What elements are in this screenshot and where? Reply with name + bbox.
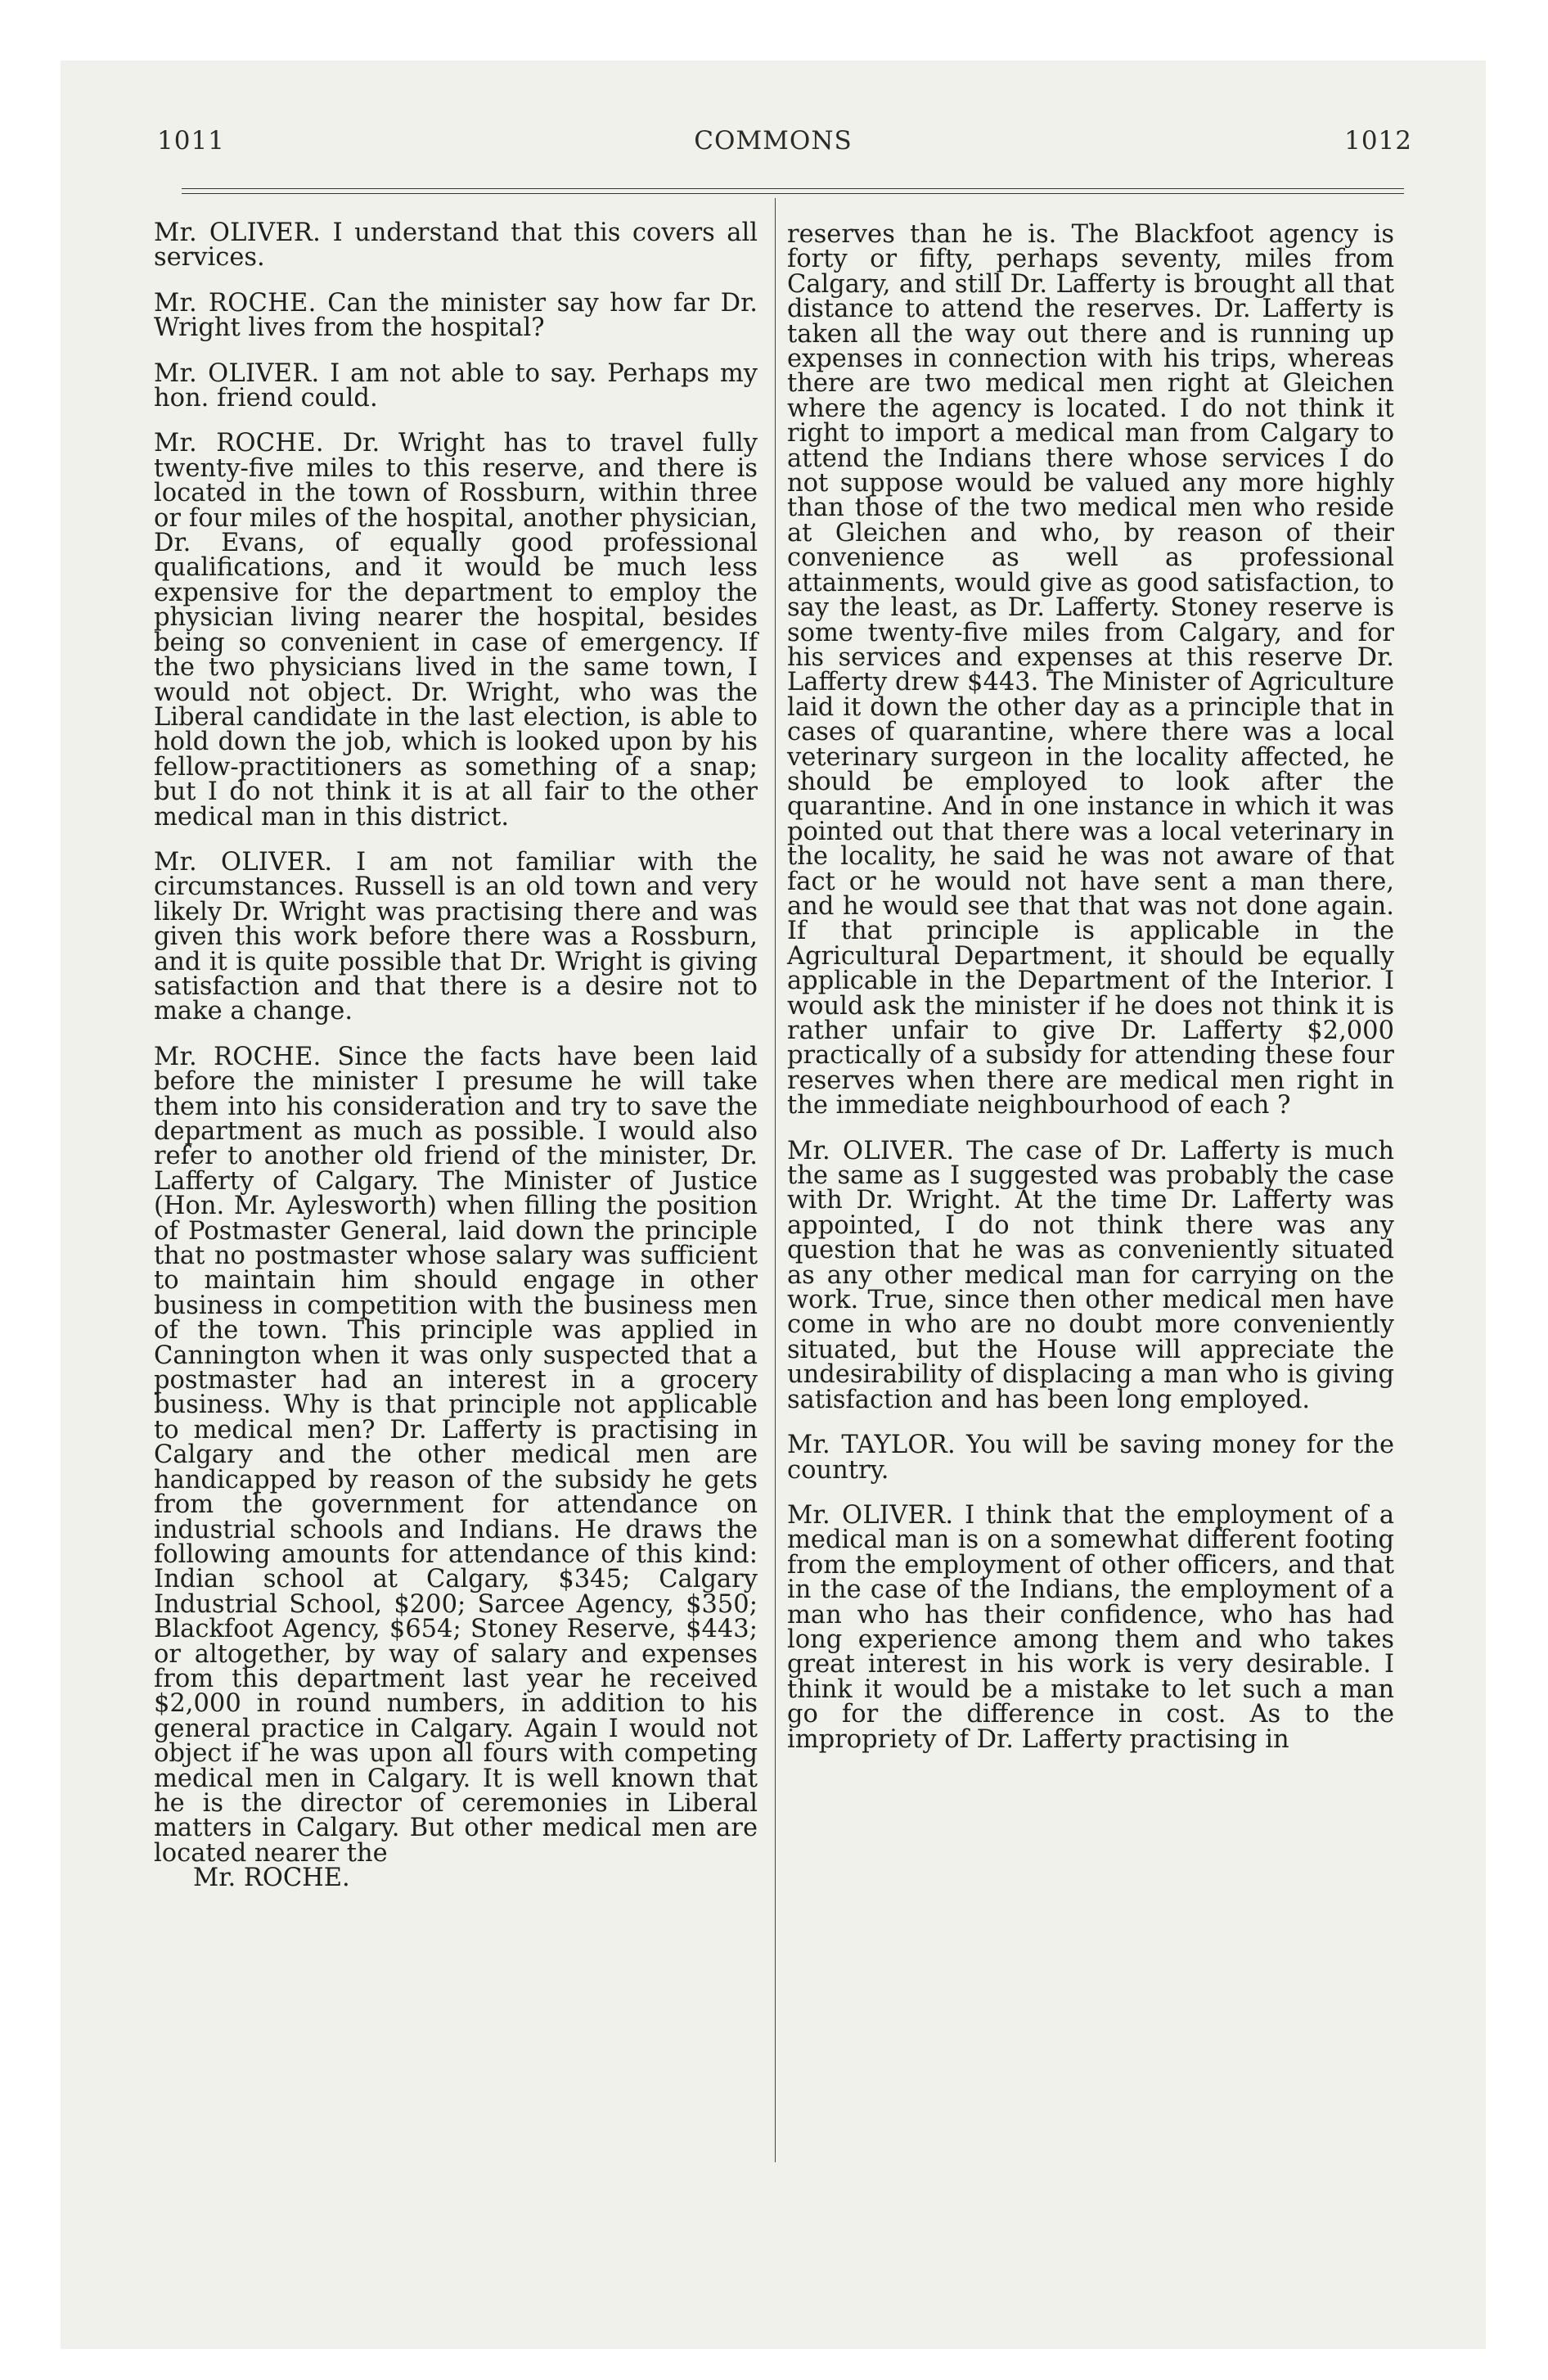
page-title: COMMONS <box>694 126 853 156</box>
header-rule-top <box>182 188 1404 189</box>
paragraph <box>787 1500 1394 1754</box>
page-number-left: 1011 <box>157 126 225 156</box>
paragraph <box>154 358 758 413</box>
left-column <box>154 221 758 1912</box>
speaker-name: Mr. ROCHE. <box>154 288 317 318</box>
speaker-name: Mr. OLIVER. <box>154 358 320 388</box>
paragraph <box>787 1136 1395 1414</box>
paragraph-text: I am not able to say. Perhaps my hon. friend could. <box>154 358 758 413</box>
paragraph <box>787 220 1394 1120</box>
paragraph-text: Dr. Wright has to travel fully twenty-five miles to this reserve, and there is located in the town of Rossburn, within three or four miles of the hospital, another physician, Dr. Evans, of equally good professional qualifications, and it would be much less expensive for the department to employ the physician living nearer the hospital, besides being so convenient in case of emergency. If the two physicians lived in the same town, I would not object. Dr. Wright, who was the Liberal candidate in the last election, is able to hold down the job, which is looked upon by his fellow-practitioners as something of a snap; but I do not think it is at all fair to the other medical man in this district. <box>154 429 758 832</box>
paragraph-text: reserves than he is. The Blackfoot agency is forty or fifty, perhaps seventy, miles from Calgary, and still Dr. Lafferty is brought all that distance to attend the reserves. Dr. Lafferty is taken all the way out there and is running up expenses in connection with his trips, whereas there are two medical men right at Gleichen where the agency is located. I do not think it right to import a medical man from Calgary to attend the Indians there whose services I do not suppose would be valued any more highly than those of the two medical men who reside at Gleichen and who, by reason of their convenience as well as professional attainments, would give as good satisfaction, to say the least, as Dr. Lafferty. Stoney reserve is some twenty-five miles from Calgary, and for his services and expenses at this reserve Dr. Lafferty drew $443. The Minister of Agriculture laid it down the other day as a principle that in cases of quarantine, where there was a local veterinary surgeon in the locality affected, he should be employed to look after the quarantine. And in one instance in which it was pointed out that there was a local veterinary in the locality, he said he was not aware of that fact or he would not have sent a man there, and he would see that that was not done again. If that principle is applicable in the Agricultural Department, it should be equally applicable in the Department of the Interior. I would ask the minister if he does not think it is rather unfair to give Dr. Lafferty $2,000 practically of a subsidy for attending these four reserves when there are medical men right in the immediate neighbourhood of each ? <box>787 220 1394 1120</box>
speaker-name: Mr. OLIVER. <box>154 847 333 877</box>
header-rule-bottom <box>182 193 1404 194</box>
column-signoff: Mr. ROCHE. <box>193 1864 350 1893</box>
speaker-name: Mr. ROCHE. <box>154 1042 322 1071</box>
right-column <box>787 220 1395 1773</box>
paragraph <box>154 847 758 1026</box>
paragraph-text: I think that the employment of a medical man is on a somewhat different footing from the employment of other officers, and that in the case of the Indians, the employment of a man who has their confidence, who has had long experience among them and who takes great interest in his work is very desirable. I think it would be a mistake to let such a man go for the difference in cost. As to the impropriety of Dr. Lafferty practising in <box>787 1500 1394 1754</box>
speaker-name: Mr. OLIVER. <box>154 219 322 247</box>
speaker-name: Mr. TAYLOR. <box>787 1431 956 1460</box>
paragraph <box>154 288 758 343</box>
paragraph-text: I understand that this covers all services. <box>154 219 758 273</box>
paragraph <box>787 1433 1394 1483</box>
page-header <box>61 126 1486 175</box>
column-divider <box>775 198 776 2162</box>
paragraph-text: The case of Dr. Lafferty is much the same as I suggested was probably the case with Dr. Wright. At the time Dr. Lafferty was appointed, I do not think there was any question that he was as conveniently situated as any other medical man for carrying on the work. True, since then other medical men have come in who are no doubt more conveniently situated, but the House will appreciate the undesirability of displacing a man who is giving satisfaction and has been long employed. <box>787 1136 1395 1414</box>
speaker-name: Mr. OLIVER. <box>787 1136 955 1165</box>
page-number-right: 1012 <box>1344 126 1412 156</box>
paragraph-text: You will be saving money for the country. <box>787 1431 1394 1485</box>
paragraph-text: Since the facts have been laid before the minister I presume he will take them into his consideration and try to save the department as much as possible. I would also refer to another old friend of the minister, Dr. Lafferty of Calgary. The Minister of Justice (Hon. Mr. Aylesworth) when filling the position of Postmaster General, laid down the principle that no postmaster whose salary was sufficient to maintain him should engage in other business in competition with the business men of the town. This principle was applied in Cannington when it was only suspected that a postmaster had an interest in a grocery business. Why is that principle not applicable to medical men? Dr. Lafferty is practising in Calgary and the other medical men are handicapped by reason of the subsidy he gets from the government for attendance on industrial schools and Indians. He draws the following amounts for attendance of this kind: Indian school at Calgary, $345; Calgary Industrial School, $200; Sarcee Agency, $350; Blackfoot Agency, $654; Stoney Reserve, $443; or altogether, by way of salary and expenses from this department last year he received $2,000 in round numbers, in addition to his general practice in Calgary. Again I would not object if he was upon all fours with competing medical men in Calgary. It is well known that he is the director of ceremonies in Liberal matters in Calgary. But other medical men are located nearer the <box>154 1042 758 1868</box>
paragraph <box>154 1042 758 1868</box>
paragraph-text: Can the minister say how far Dr. Wright lives from the hospital? <box>154 288 758 343</box>
speaker-name: Mr. ROCHE. <box>154 429 324 458</box>
paragraph-text: I am not familiar with the circumstances. Russell is an old town and very likely Dr. Wright was practising there and was given this work before there was a Rossburn, and it is quite possible that Dr. Wright is giving satisfaction and that there is a desire not to make a change. <box>154 847 758 1026</box>
page-sheet <box>61 61 1486 2349</box>
paragraph <box>154 431 758 830</box>
paragraph <box>154 221 758 271</box>
speaker-name: Mr. OLIVER. <box>787 1500 954 1530</box>
